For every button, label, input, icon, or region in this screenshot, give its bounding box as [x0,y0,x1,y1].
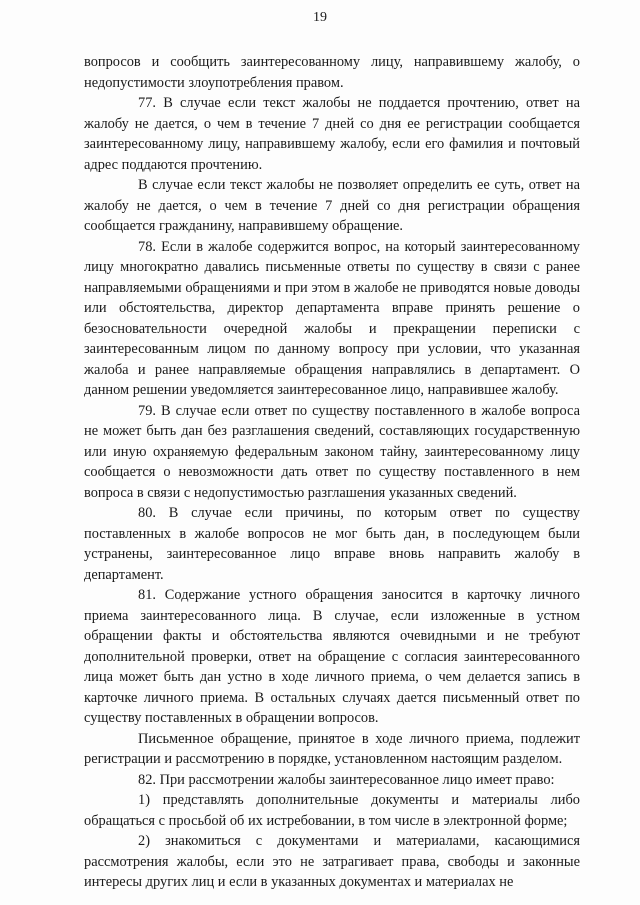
paragraph-82: 82. При рассмотрении жалобы заинтересованное лицо имеет право: [138,771,555,788]
paragraph-77: 77. В случае если текст жалобы не поддается прочтению, ответ на жалобу не дается, о чем в течение 7 дней со дня ее регистрации сообщается заинтересованному лицу, направившему жалобу, если его фамилия и почтовый адрес поддаются прочтению. [84,95,580,173]
page-number: 19 [313,10,327,25]
paragraph-77-essence: В случае если текст жалобы не позволяет определить ее суть, ответ на жалобу не дается, о чем в течение 7 дней со дня регистрации обращения сообщается гражданину, направившему обращение. [84,177,580,234]
paragraph-82-item-2: 2) знакомиться с документами и материалами, касающимися рассмотрения жалобы, если это не затрагивает права, свободы и законные интересы других лиц и если в указанных документах и материалах не [84,833,580,890]
paragraph-78: 78. Если в жалобе содержится вопрос, на который заинтересованному лицу многократно давались письменные ответы по существу в связи с ранее направляемыми обращениями и при этом в жалобе не приводятся новые доводы или обстоятельства, директор департамента вправе принять решение о безосновательности очередной жалобы и прекращении переписки с заинтересованным лицом по данному вопросу при условии, что указанная жалоба и ранее направляемые обращения направлялись в департамент. О данном решении уведомляется заинтересованное лицо, направившее жалобу. [84,238,580,398]
paragraph-80: 80. В случае если причины, по которым ответ по существу поставленных в жалобе вопросов не мог быть дан, в последующем были устранены, заинтересованное лицо вправе вновь направить жалобу в департамент. [84,505,580,583]
paragraph-continuation: вопросов и сообщить заинтересованному лицу, направившему жалобу, о недопустимости злоупотребления правом. [84,54,580,91]
document-body [84,52,580,893]
paragraph-81: 81. Содержание устного обращения заносится в карточку личного приема заинтересованного лица. В случае, если изложенные в устном обращении факты и обстоятельства являются очевидными и не требуют дополнительной проверки, ответ на обращение с согласия заинтересованного лица может быть дан устно в ходе личного приема, о чем делается запись в карточке личного приема. В остальных случаях дается письменный ответ по существу поставленных в обращении вопросов. [84,587,580,726]
paragraph-79: 79. В случае если ответ по существу поставленного в жалобе вопроса не может быть дан без разглашения сведений, составляющих государственную или иную охраняемую федеральным законом тайну, заинтересованному лицу сообщается о невозможности дать ответ по существу поставленного в нем вопроса в связи с недопустимостью разглашения указанных сведений. [84,402,580,501]
paragraph-81-written: Письменное обращение, принятое в ходе личного приема, подлежит регистрации и рассмотрению в порядке, установленном настоящим разделом. [84,730,580,767]
paragraph-82-item-1: 1) представлять дополнительные документы и материалы либо обращаться с просьбой об их истребовании, в том числе в электронной форме; [84,792,580,829]
